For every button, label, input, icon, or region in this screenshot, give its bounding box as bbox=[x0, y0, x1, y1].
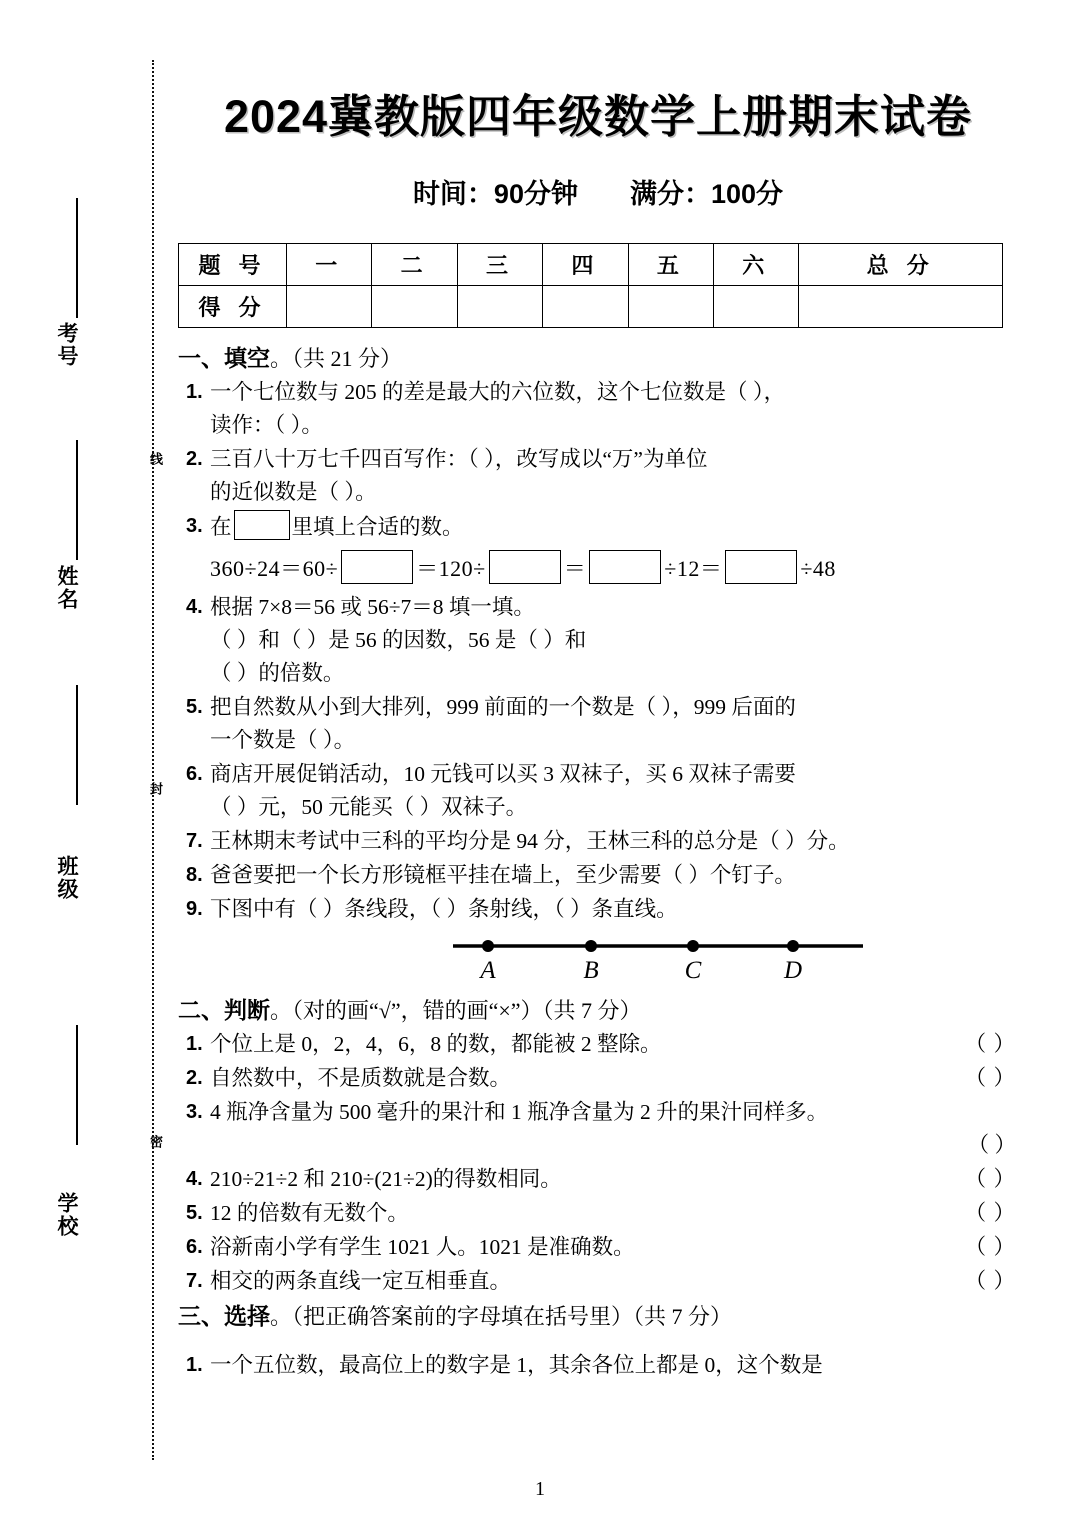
statement-text: 个位上是 0，2，4，6，8 的数，都能被 2 整除。 bbox=[210, 1032, 662, 1056]
question-text-line bbox=[210, 1062, 1020, 1095]
score-table-col-total: 总 分 bbox=[799, 244, 1003, 286]
question-1-6 bbox=[178, 758, 1020, 824]
line-with-points-diagram bbox=[448, 932, 868, 988]
section-two-index: 二 bbox=[178, 997, 201, 1023]
margin-label-name: 姓名 bbox=[55, 565, 79, 611]
equation-part: ÷48 bbox=[800, 556, 836, 581]
question-3-1 bbox=[178, 1349, 1020, 1382]
question-text-line bbox=[210, 1197, 1020, 1230]
figure-label-d: D bbox=[783, 957, 803, 984]
margin-rule-1 bbox=[76, 198, 78, 318]
equation-part: ＝120÷ bbox=[416, 556, 486, 581]
section-one-name: 填空 bbox=[224, 345, 270, 371]
question-number: 2. bbox=[186, 448, 203, 470]
question-text-line: 王林期末考试中三科的平均分是 94 分，王林三科的总分是（ ）分。 bbox=[210, 829, 850, 853]
margin-label-exam-number: 考号 bbox=[55, 322, 79, 368]
question-number: 5. bbox=[186, 696, 203, 718]
exam-duration: 时间：90分钟 bbox=[412, 179, 578, 209]
table-row-scores bbox=[179, 286, 1003, 328]
answer-parenthesis[interactable]: （ ） bbox=[964, 1269, 1016, 1293]
question-text-line: （ ）元，50 元能买（ ）双袜子。 bbox=[210, 795, 528, 819]
exam-meta bbox=[178, 172, 1018, 211]
question-text-line bbox=[210, 1028, 1020, 1061]
question-text-line: 三百八十万七千四百写作：（ ），改写成以“万”为单位 bbox=[210, 447, 708, 471]
answer-parenthesis-line bbox=[210, 1129, 1020, 1162]
question-text-line bbox=[210, 1163, 1020, 1196]
question-text-line: 4 瓶净含量为 500 毫升的果汁和 1 瓶净含量为 2 升的果汁同样多。 bbox=[210, 1100, 829, 1124]
score-cell-5[interactable] bbox=[628, 286, 713, 328]
section-three-name: 选择 bbox=[224, 1303, 270, 1329]
score-table-col-1: 一 bbox=[287, 244, 372, 286]
section-heading-true-false: 二、判断。（对的画“√”，错的画“×”）（共 7 分） bbox=[178, 997, 642, 1023]
figure-point-b-dot bbox=[585, 940, 597, 952]
section-two-name: 判断 bbox=[224, 997, 270, 1023]
q3-suffix: 里填上合适的数。 bbox=[291, 515, 464, 539]
score-table-col-4: 四 bbox=[543, 244, 628, 286]
question-1-9 bbox=[178, 893, 1020, 990]
question-text-line: 一个五位数，最高位上的数字是 1，其余各位上都是 0，这个数是 bbox=[210, 1353, 823, 1377]
line-segment-figure bbox=[210, 932, 1020, 990]
seal-char-secret: 密 bbox=[148, 1135, 163, 1150]
section-heading-fill-blank: 一、填空。（共 21 分） bbox=[178, 345, 403, 371]
question-number: 6. bbox=[186, 763, 203, 785]
q3-prefix: 在 bbox=[210, 515, 232, 539]
question-2-1 bbox=[178, 1028, 1020, 1061]
question-number: 7. bbox=[186, 1270, 203, 1292]
question-number: 4. bbox=[186, 1168, 203, 1190]
answer-box[interactable] bbox=[234, 510, 290, 540]
answer-parenthesis[interactable]: （ ） bbox=[964, 1201, 1016, 1225]
answer-parenthesis[interactable]: （ ） bbox=[964, 1066, 1016, 1090]
question-text-line bbox=[210, 1231, 1020, 1264]
figure-label-a: A bbox=[480, 957, 496, 984]
section-three-points: 。（把正确答案前的字母填在括号里）（共 7 分） bbox=[270, 1304, 733, 1329]
score-table-col-2: 二 bbox=[372, 244, 457, 286]
figure-point-d-dot bbox=[787, 940, 799, 952]
question-text-line: （ ）的倍数。 bbox=[210, 661, 345, 685]
margin-rule-2 bbox=[76, 440, 78, 560]
equation-part: ÷12＝ bbox=[664, 556, 723, 581]
seal-char-seal: 封 bbox=[148, 782, 163, 797]
answer-parenthesis[interactable]: （ ） bbox=[964, 1235, 1016, 1259]
statement-text: 自然数中，不是质数就是合数。 bbox=[210, 1066, 512, 1090]
question-number: 1. bbox=[186, 381, 203, 403]
statement-text: 12 的倍数有无数个。 bbox=[210, 1201, 409, 1225]
question-number: 4. bbox=[186, 596, 203, 618]
answer-box[interactable] bbox=[725, 550, 797, 584]
question-text-line: 商店开展促销活动，10 元钱可以买 3 双袜子，买 6 双袜子需要 bbox=[210, 762, 796, 786]
section-heading-multiple-choice: 三、选择。（把正确答案前的字母填在括号里）（共 7 分） bbox=[178, 1303, 733, 1329]
question-text-line: 爸爸要把一个长方形镜框平挂在墙上，至少需要（ ）个钉子。 bbox=[210, 863, 796, 887]
question-2-5 bbox=[178, 1197, 1020, 1230]
margin-rule-4 bbox=[76, 1025, 78, 1145]
score-table-label-question: 题 号 bbox=[179, 244, 287, 286]
statement-text: 相交的两条直线一定互相垂直。 bbox=[210, 1269, 512, 1293]
seal-char-line: 线 bbox=[148, 452, 163, 467]
answer-box[interactable] bbox=[341, 550, 413, 584]
seal-dotted-line bbox=[152, 60, 154, 1460]
score-table-col-3: 三 bbox=[457, 244, 542, 286]
section-two-points: 。（对的画“√”，错的画“×”）（共 7 分） bbox=[270, 998, 642, 1023]
score-table bbox=[178, 243, 1003, 328]
statement-text: 210÷21÷2 和 210÷(21÷2)的得数相同。 bbox=[210, 1167, 562, 1191]
question-text-line bbox=[210, 1265, 1020, 1298]
score-cell-3[interactable] bbox=[457, 286, 542, 328]
question-number: 1. bbox=[186, 1354, 203, 1376]
question-2-3 bbox=[178, 1096, 1020, 1162]
question-1-4 bbox=[178, 591, 1020, 690]
figure-point-a-dot bbox=[482, 940, 494, 952]
question-text-line: 把自然数从小到大排列，999 前面的一个数是（ ），999 后面的 bbox=[210, 695, 796, 719]
exam-total-score: 满分：100分 bbox=[629, 179, 784, 209]
section-one-points: 。（共 21 分） bbox=[270, 346, 403, 371]
question-number: 2. bbox=[186, 1067, 203, 1089]
question-number: 8. bbox=[186, 864, 203, 886]
question-2-4 bbox=[178, 1163, 1020, 1196]
equation-part: ＝ bbox=[563, 556, 587, 581]
section-one-index: 一 bbox=[178, 345, 201, 371]
score-table-col-5: 五 bbox=[628, 244, 713, 286]
figure-point-c-dot bbox=[687, 940, 699, 952]
answer-parenthesis[interactable]: （ ） bbox=[964, 1167, 1016, 1191]
question-1-1 bbox=[178, 376, 1020, 442]
score-table-col-6: 六 bbox=[714, 244, 799, 286]
margin-rule-3 bbox=[76, 685, 78, 805]
figure-label-c: C bbox=[684, 957, 702, 984]
equation-row bbox=[210, 550, 1020, 585]
score-cell-1[interactable] bbox=[287, 286, 372, 328]
exam-body bbox=[178, 340, 1020, 1382]
question-number: 3. bbox=[186, 1101, 203, 1123]
section-three-index: 三 bbox=[178, 1303, 201, 1329]
question-number: 3. bbox=[186, 515, 203, 537]
score-cell-2[interactable] bbox=[372, 286, 457, 328]
statement-text: 浴新南小学有学生 1021 人。1021 是准确数。 bbox=[210, 1235, 635, 1259]
equation-part: 360÷24＝60÷ bbox=[210, 556, 339, 581]
score-cell-4[interactable] bbox=[543, 286, 628, 328]
page-title: 2024冀教版四年级数学上册期末试卷 bbox=[223, 91, 973, 142]
score-cell-6[interactable] bbox=[714, 286, 799, 328]
question-text-line: 的近似数是（ ）。 bbox=[210, 480, 377, 504]
question-text-line bbox=[210, 510, 1020, 544]
margin-label-school: 学校 bbox=[55, 1192, 79, 1238]
question-number: 6. bbox=[186, 1236, 203, 1258]
question-text-line: 一个数是（ ）。 bbox=[210, 728, 356, 752]
page-number: 1 bbox=[535, 1478, 545, 1500]
question-number: 1. bbox=[186, 1033, 203, 1055]
score-cell-total[interactable] bbox=[799, 286, 1003, 328]
score-table-label-score: 得 分 bbox=[179, 286, 287, 328]
table-row-question-numbers bbox=[179, 244, 1003, 286]
margin-label-class: 班级 bbox=[55, 855, 79, 901]
answer-parenthesis[interactable]: （ ） bbox=[967, 1133, 1016, 1157]
figure-label-b: B bbox=[583, 957, 599, 984]
question-1-5 bbox=[178, 691, 1020, 757]
question-text-line: 根据 7×8＝56 或 56÷7＝8 填一填。 bbox=[210, 595, 535, 619]
sealing-margin-strip bbox=[0, 0, 178, 1527]
question-2-7 bbox=[178, 1265, 1020, 1298]
question-2-2 bbox=[178, 1062, 1020, 1095]
question-1-8 bbox=[178, 859, 1020, 892]
answer-parenthesis[interactable]: （ ） bbox=[964, 1032, 1016, 1056]
question-1-3 bbox=[178, 510, 1020, 585]
question-text-line: 下图中有（ ）条线段，（ ）条射线，（ ）条直线。 bbox=[210, 897, 678, 921]
answer-box[interactable] bbox=[589, 550, 661, 584]
question-number: 9. bbox=[186, 898, 203, 920]
question-text-line: 读作：（ ）。 bbox=[210, 413, 323, 437]
question-number: 7. bbox=[186, 830, 203, 852]
question-number: 5. bbox=[186, 1202, 203, 1224]
question-text-line: （ ）和（ ）是 56 的因数，56 是（ ）和 bbox=[210, 628, 587, 652]
question-1-2 bbox=[178, 443, 1020, 509]
question-text-line: 一个七位数与 205 的差是最大的六位数，这个七位数是（ ）， bbox=[210, 380, 786, 404]
question-2-6 bbox=[178, 1231, 1020, 1264]
question-1-7 bbox=[178, 825, 1020, 858]
answer-box[interactable] bbox=[489, 550, 561, 584]
